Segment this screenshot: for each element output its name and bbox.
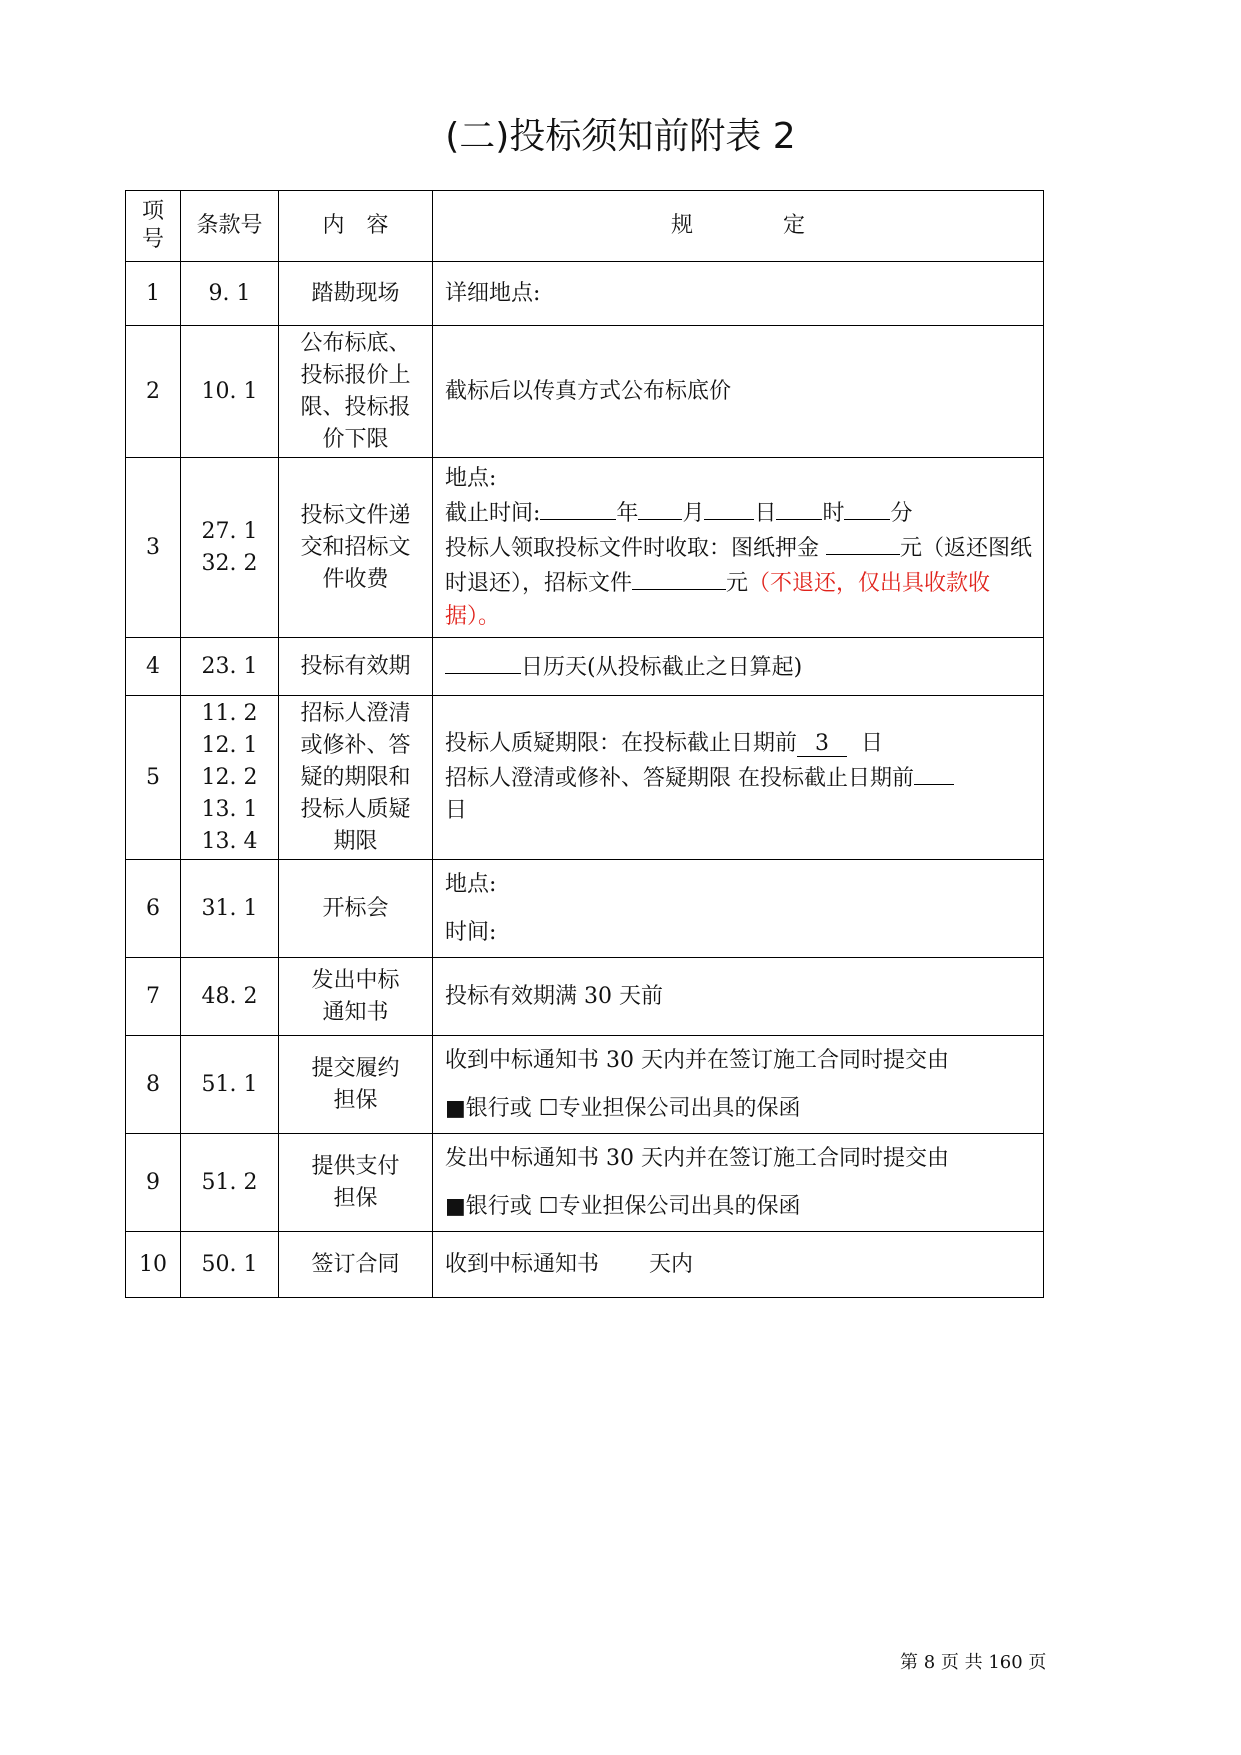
row-clause: 50. 1 bbox=[181, 1232, 279, 1298]
header-rule-b: 定 bbox=[783, 213, 806, 238]
page-title: (二)投标须知前附表 2 bbox=[445, 116, 796, 157]
row-content: 投标有效期 bbox=[279, 638, 433, 696]
header-rule bbox=[433, 191, 1044, 262]
row-no: 4 bbox=[126, 638, 181, 696]
row-clause: 51. 1 bbox=[181, 1036, 279, 1134]
row-content: 开标会 bbox=[279, 860, 433, 958]
header-no: 项号 bbox=[126, 191, 181, 262]
table-row bbox=[126, 326, 1044, 458]
row-no: 9 bbox=[126, 1134, 181, 1232]
row-clause: 23. 1 bbox=[181, 638, 279, 696]
row-no: 1 bbox=[126, 262, 181, 326]
table-row bbox=[126, 1232, 1044, 1298]
row-clause: 48. 2 bbox=[181, 958, 279, 1036]
row-clause: 27. 1 32. 2 bbox=[181, 458, 279, 638]
row-content: 提供支付担保 bbox=[279, 1134, 433, 1232]
row-rule: 详细地点: bbox=[433, 262, 1044, 326]
row-no: 2 bbox=[126, 326, 181, 458]
row-content: 提交履约担保 bbox=[279, 1036, 433, 1134]
row-content: 发出中标通知书 bbox=[279, 958, 433, 1036]
row-clause: 11. 2 12. 1 12. 2 13. 1 13. 4 bbox=[181, 696, 279, 860]
row-rule: 投标有效期满 30 天前 bbox=[433, 958, 1044, 1036]
row-no: 3 bbox=[126, 458, 181, 638]
row-rule: 收到中标通知书 天内 bbox=[433, 1232, 1044, 1298]
row-content: 公布标底、投标报价上限、投标报价下限 bbox=[279, 326, 433, 458]
table-row bbox=[126, 458, 1044, 638]
table-row bbox=[126, 860, 1044, 958]
header-clause: 条款号 bbox=[181, 191, 279, 262]
header-rule-a: 规 bbox=[670, 213, 693, 238]
row-no: 8 bbox=[126, 1036, 181, 1134]
header-row bbox=[126, 191, 1044, 262]
table-row bbox=[126, 1134, 1044, 1232]
row-no: 7 bbox=[126, 958, 181, 1036]
row-content: 招标人澄清或修补、答疑的期限和投标人质疑期限 bbox=[279, 696, 433, 860]
row-clause: 31. 1 bbox=[181, 860, 279, 958]
row-clause: 51. 2 bbox=[181, 1134, 279, 1232]
row-content: 签订合同 bbox=[279, 1232, 433, 1298]
page-number: 第 8 页 共 160 页 bbox=[900, 1652, 1047, 1673]
row-no: 6 bbox=[126, 860, 181, 958]
row-clause: 9. 1 bbox=[181, 262, 279, 326]
table-row bbox=[126, 696, 1044, 860]
table-row bbox=[126, 262, 1044, 326]
no-refund-note: （不退还，仅出具收款收据）。 bbox=[445, 570, 991, 629]
row-rule: 投标人质疑期限：在投标截止日期前 3 日 招标人澄清或修补、答疑期限 在投标截止日期前 日 bbox=[433, 696, 1044, 860]
row-content: 踏勘现场 bbox=[279, 262, 433, 326]
row-content: 投标文件递交和招标文件收费 bbox=[279, 458, 433, 638]
row-no: 5 bbox=[126, 696, 181, 860]
bid-instructions-table bbox=[125, 190, 1044, 1298]
table-row bbox=[126, 958, 1044, 1036]
row-rule: 地点: 时间: bbox=[433, 860, 1044, 958]
row-rule: 发出中标通知书 30 天内并在签订施工合同时提交由 ■银行或 ☐专业担保公司出具的保函 bbox=[433, 1134, 1044, 1232]
table-row bbox=[126, 638, 1044, 696]
table-row bbox=[126, 1036, 1044, 1134]
row-rule: 截标后以传真方式公布标底价 bbox=[433, 326, 1044, 458]
row-rule: 地点: 截止时间: 年 月 日 时 分 投标人领取投标文件时收取：图纸押金 元（返还图纸时退还），招标文件 元（不退还，仅出具收款收据）。 bbox=[433, 458, 1044, 638]
row-clause: 10. 1 bbox=[181, 326, 279, 458]
row-rule: 日历天(从投标截止之日算起) bbox=[433, 638, 1044, 696]
header-content: 内 容 bbox=[279, 191, 433, 262]
row-no: 10 bbox=[126, 1232, 181, 1298]
row-rule: 收到中标通知书 30 天内并在签订施工合同时提交由 ■银行或 ☐专业担保公司出具的保函 bbox=[433, 1036, 1044, 1134]
